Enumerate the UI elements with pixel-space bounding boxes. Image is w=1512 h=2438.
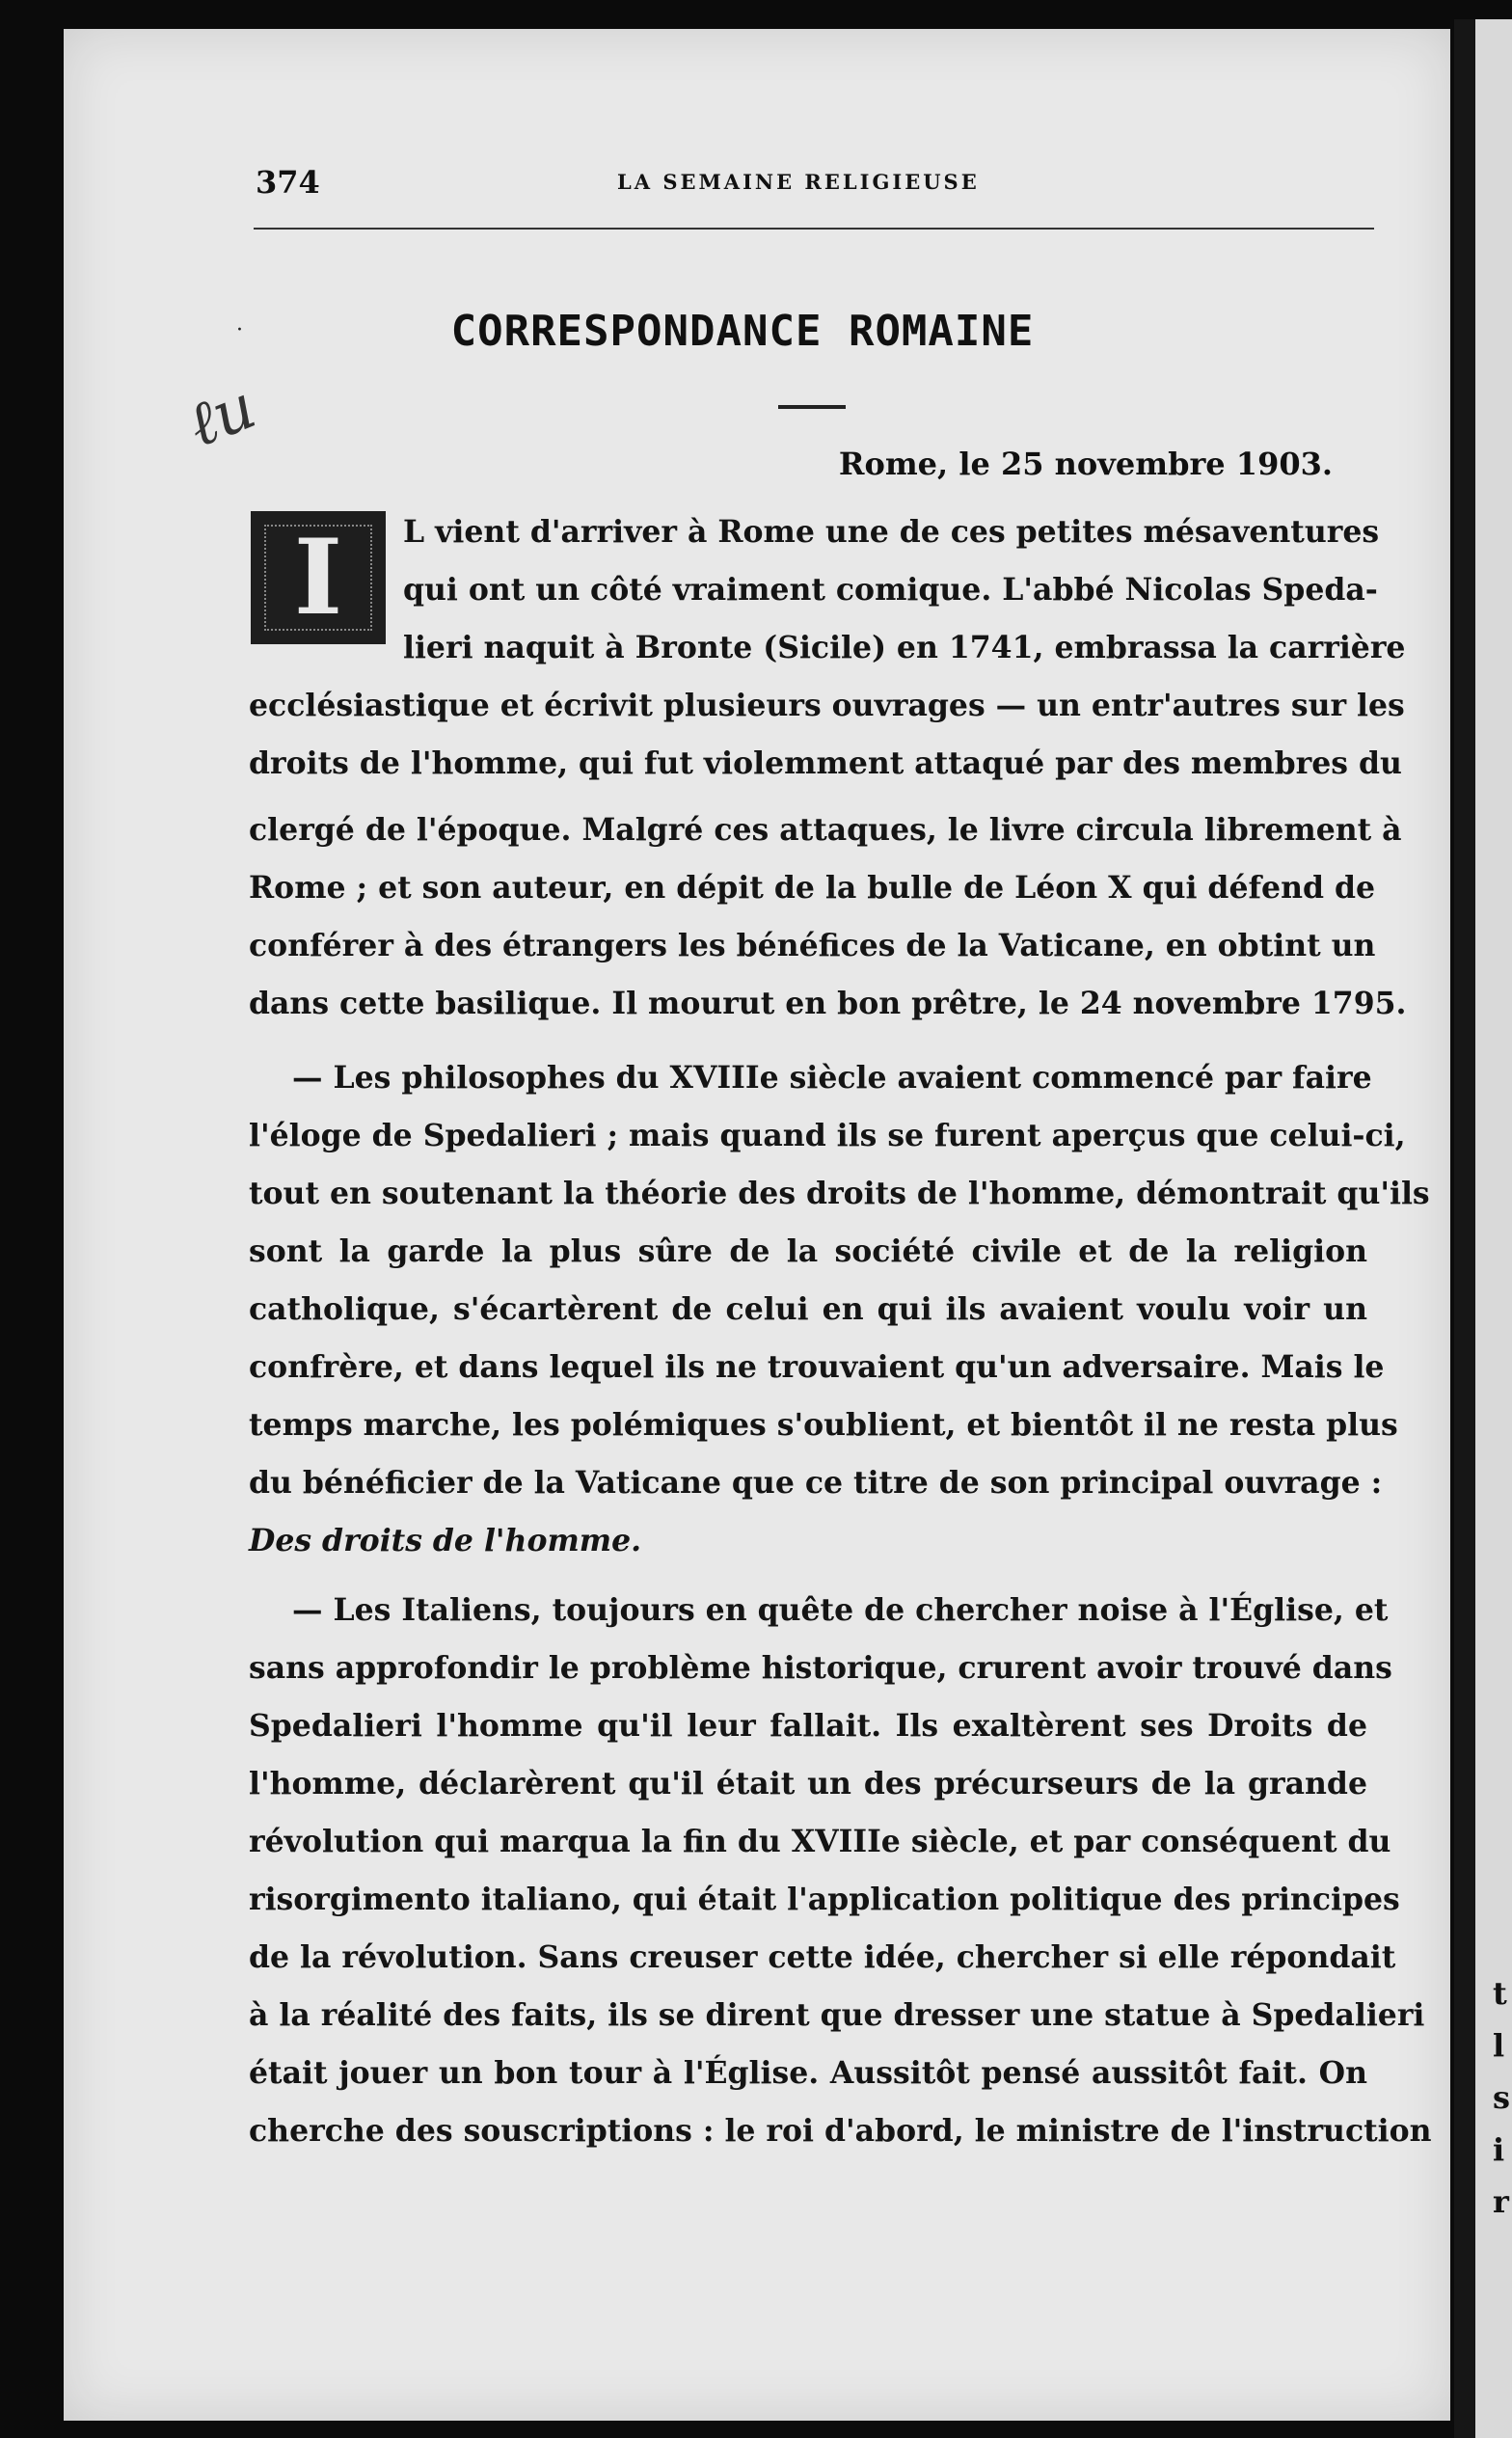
adjacent-letter: i	[1493, 2131, 1505, 2168]
page-number: 374	[256, 164, 320, 201]
handwritten-margin-note: ℓu	[177, 370, 266, 463]
text-line: Spedalieri l'homme qu'il leur fallait. Ils exaltèrent ses Droits de	[249, 1708, 1367, 1744]
adjacent-letter: t	[1493, 1975, 1507, 2012]
text-line: cherche des souscriptions : le roi d'abord, le ministre de l'instruction	[249, 2113, 1432, 2149]
dateline: Rome, le 25 novembre 1903.	[838, 446, 1333, 482]
adjacent-letter: r	[1493, 2183, 1509, 2220]
text-line: risorgimento italiano, qui était l'application politique des principes	[249, 1882, 1400, 1917]
adjacent-letter: s	[1493, 2079, 1511, 2116]
text-line: conférer à des étrangers les bénéfices de la Vaticane, en obtint un	[249, 928, 1376, 963]
page-header	[256, 164, 1371, 203]
text-line: l'homme, déclarèrent qu'il était un des précurseurs de la grande	[249, 1766, 1367, 1801]
text-line: à la réalité des faits, ils se dirent que dresser une statue à Spedalieri	[249, 1997, 1425, 2033]
text-line: révolution qui marqua la fin du XVIIIe siècle, et par conséquent du	[249, 1824, 1391, 1859]
text-line: droits de l'homme, qui fut violemment attaqué par des membres du	[249, 745, 1402, 781]
text-line: sont la garde la plus sûre de la société civile et de la religion	[249, 1233, 1367, 1269]
text-line: L vient d'arriver à Rome une de ces petites mésaventures	[403, 514, 1380, 550]
text-line: — Les philosophes du XVIIIe siècle avaient commencé par faire	[292, 1060, 1372, 1096]
text-line: l'éloge de Spedalieri ; mais quand ils se furent aperçus que celui-ci,	[249, 1118, 1406, 1153]
text-line: Rome ; et son auteur, en dépit de la bulle de Léon X qui défend de	[249, 870, 1376, 906]
text-line: tout en soutenant la théorie des droits de l'homme, démontrait qu'ils	[249, 1176, 1430, 1211]
margin-dot: ·	[236, 318, 243, 342]
text-line: ecclésiastique et écrivit plusieurs ouvrages — un entr'autres sur les	[249, 688, 1405, 723]
adjacent-page-letters	[1493, 1967, 1512, 2228]
text-line: de la révolution. Sans creuser cette idée, chercher si elle répondait	[249, 1939, 1396, 1975]
title-rule	[778, 405, 846, 409]
text-line: catholique, s'écartèrent de celui en qui ils avaient voulu voir un	[249, 1291, 1367, 1327]
article-title: CORRESPONDANCE ROMAINE	[450, 307, 1035, 356]
text-line: — Les Italiens, toujours en quête de chercher noise à l'Église, et	[292, 1592, 1389, 1628]
text-line: lieri naquit à Bronte (Sicile) en 1741, embrassa la carrière	[403, 630, 1406, 665]
text-line: sans approfondir le problème historique, crurent avoir trouvé dans	[249, 1650, 1392, 1686]
ornamental-dropcap: I	[251, 511, 386, 644]
text-line: clergé de l'époque. Malgré ces attaques, le livre circula librement à	[249, 812, 1402, 848]
running-title: LA SEMAINE RELIGIEUSE	[617, 170, 980, 194]
text-line: était jouer un bon tour à l'Église. Aussitôt pensé aussitôt fait. On	[249, 2055, 1367, 2091]
text-line: dans cette basilique. Il mourut en bon prêtre, le 24 novembre 1795.	[249, 986, 1407, 1021]
text-line: qui ont un côté vraiment comique. L'abbé Nicolas Speda-	[403, 572, 1378, 608]
text-line: temps marche, les polémiques s'oublient, et bientôt il ne resta plus	[249, 1407, 1398, 1443]
text-line: du bénéficier de la Vaticane que ce titre de son principal ouvrage :	[249, 1465, 1383, 1501]
header-rule	[254, 228, 1374, 230]
text-line: confrère, et dans lequel ils ne trouvaient qu'un adversaire. Mais le	[249, 1349, 1385, 1385]
adjacent-letter: l	[1493, 2027, 1505, 2064]
text-line: Des droits de l'homme.	[249, 1523, 642, 1558]
